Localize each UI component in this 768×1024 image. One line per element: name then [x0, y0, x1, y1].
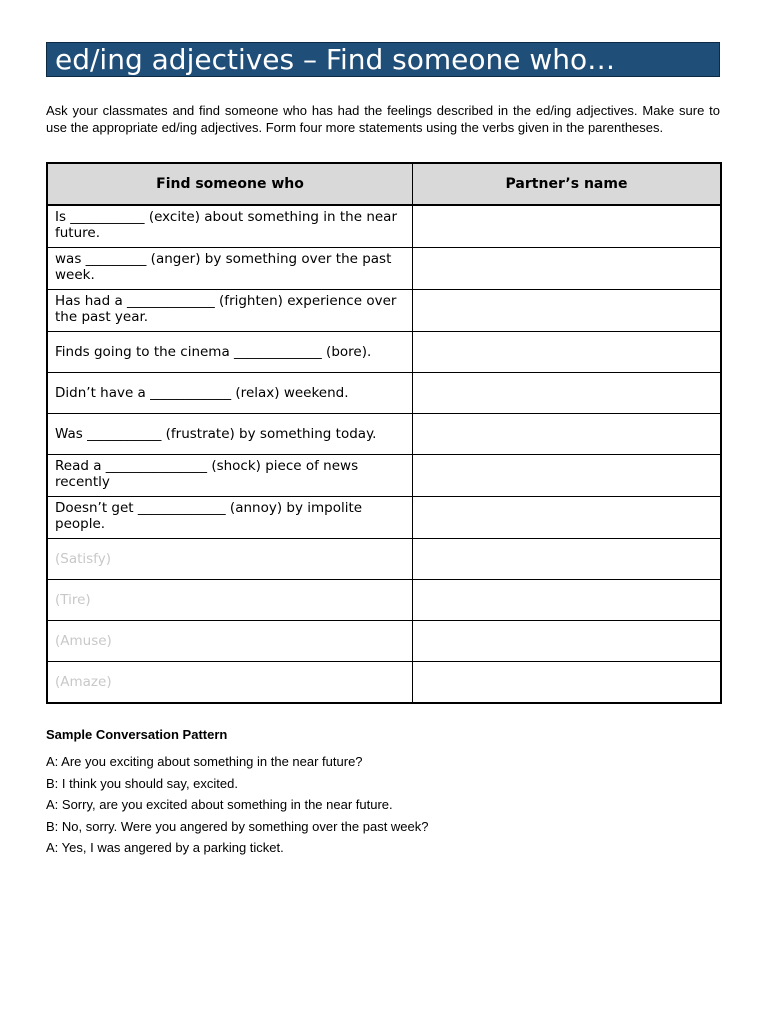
hint-cell[interactable]: (Satisfy)	[47, 539, 413, 580]
table-row	[47, 290, 721, 332]
dialogue-line: A: Yes, I was angered by a parking ticket.	[46, 840, 284, 855]
hint-cell[interactable]: (Amaze)	[47, 662, 413, 704]
table-header-row	[47, 163, 721, 205]
table-row	[47, 248, 721, 290]
hint-cell[interactable]: (Amuse)	[47, 621, 413, 662]
dialogue-line: B: I think you should say, excited.	[46, 775, 238, 791]
partner-name-cell[interactable]	[413, 373, 722, 414]
table-row	[47, 580, 721, 621]
sample-conversation-heading: Sample Conversation Pattern	[46, 727, 228, 742]
table-row	[47, 332, 721, 373]
sample-conversation	[46, 753, 429, 861]
statement-cell: Didn’t have a ____________ (relax) weekend.	[47, 373, 413, 414]
partner-name-cell[interactable]	[413, 580, 722, 621]
partner-name-cell[interactable]	[413, 621, 722, 662]
header-partner-name: Partner’s name	[413, 163, 722, 205]
partner-name-cell[interactable]	[413, 455, 722, 497]
table-row	[47, 497, 721, 539]
partner-name-cell[interactable]	[413, 290, 722, 332]
table-row	[47, 621, 721, 662]
table-row	[47, 414, 721, 455]
page-title: ed/ing adjectives – Find someone who…	[55, 43, 616, 76]
find-someone-who-table	[46, 162, 722, 704]
dialogue-line: B: No, sorry. Were you angered by something over the past week?	[46, 818, 429, 834]
partner-name-cell[interactable]	[413, 414, 722, 455]
partner-name-cell[interactable]	[413, 332, 722, 373]
dialogue-line: A: Are you exciting about something in the near future?	[46, 754, 363, 769]
partner-name-cell[interactable]	[413, 497, 722, 539]
header-find-someone-who: Find someone who	[47, 163, 413, 205]
table-row	[47, 373, 721, 414]
dialogue-line: A: Sorry, are you excited about something in the near future.	[46, 797, 393, 812]
statement-cell: Is ___________ (excite) about something in the near future.	[47, 205, 413, 248]
table-row	[47, 662, 721, 704]
partner-name-cell[interactable]	[413, 205, 722, 248]
hint-cell[interactable]: (Tire)	[47, 580, 413, 621]
statement-cell: was _________ (anger) by something over the past week.	[47, 248, 413, 290]
partner-name-cell[interactable]	[413, 662, 722, 704]
partner-name-cell[interactable]	[413, 248, 722, 290]
instructions-paragraph: Ask your classmates and find someone who has had the feelings described in the ed/ing adjectives. Make sure to use the appropriate ed/ing adjectives. Form four more statements using the verbs given in the parentheses.	[46, 103, 720, 135]
statement-cell: Was ___________ (frustrate) by something today.	[47, 414, 413, 455]
table-row	[47, 539, 721, 580]
table-row	[47, 455, 721, 497]
statement-cell: Doesn’t get _____________ (annoy) by impolite people.	[47, 497, 413, 539]
statement-cell: Finds going to the cinema _____________ (bore).	[47, 332, 413, 373]
table-row	[47, 205, 721, 248]
title-banner	[46, 42, 720, 77]
statement-cell: Has had a _____________ (frighten) experience over the past year.	[47, 290, 413, 332]
statement-cell: Read a _______________ (shock) piece of news recently	[47, 455, 413, 497]
partner-name-cell[interactable]	[413, 539, 722, 580]
